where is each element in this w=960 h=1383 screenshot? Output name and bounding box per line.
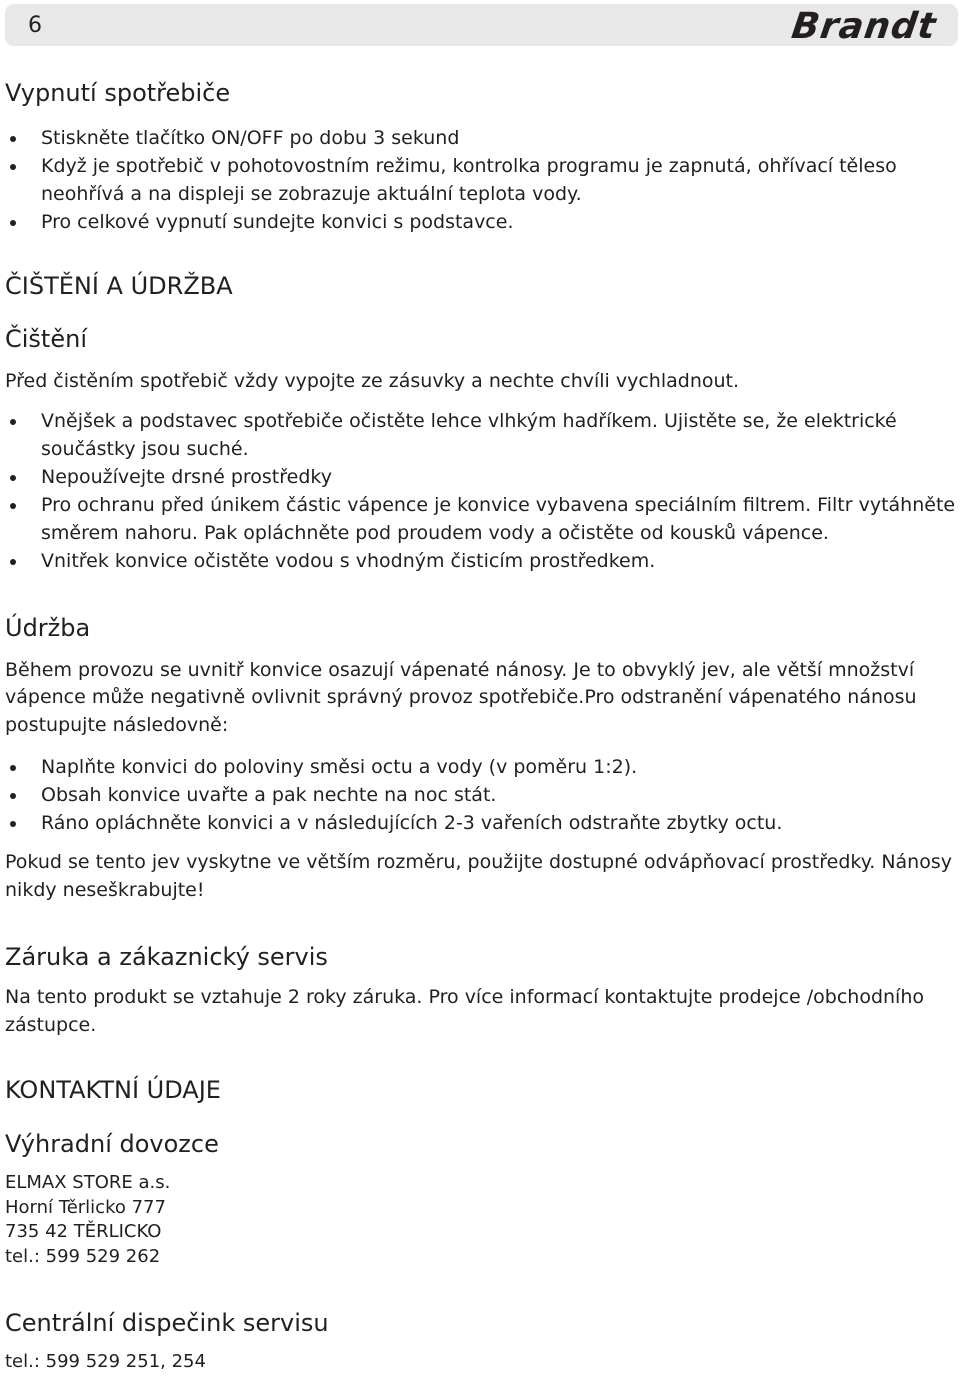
list-item: Pro ochranu před únikem částic vápence je konvice vybavena speciálním filtrem. Filtr vytáhněte směrem nahoru. Pak opláchněte pod proudem vody a očistěte od kousků vápence. — [5, 491, 960, 547]
section-title-dovozce: Výhradní dovozce — [5, 1130, 219, 1158]
list-udrzba — [5, 753, 960, 837]
list-vypnuti — [5, 124, 960, 236]
address-line: ELMAX STORE a.s. — [5, 1172, 171, 1193]
section-title-udrzba: Údržba — [5, 613, 91, 642]
list-item: Pro celkové vypnutí sundejte konvici s podstavce. — [5, 208, 960, 236]
importer-address — [5, 1171, 960, 1270]
section-title-kontakty: KONTAKTNÍ ÚDAJE — [5, 1076, 221, 1104]
address-phone: tel.: 599 529 262 — [5, 1246, 161, 1268]
address-line: Horní Těrlicko 777 — [5, 1196, 166, 1218]
section-title-servis: Centrální dispečink servisu — [5, 1308, 329, 1337]
paragraph-cisteni-intro: Před čistěním spotřebič vždy vypojte ze zásuvky a nechte chvíli vychladnout. — [5, 370, 740, 392]
list-item: Vnitřek konvice očistěte vodou s vhodným čisticím prostředkem. — [5, 547, 960, 575]
section-title-cisteni: Čištění — [5, 325, 87, 353]
list-item: Ráno opláchněte konvici a v následujících 2-3 vařeních odstraňte zbytky octu. — [5, 809, 960, 837]
brand-logo: Brandt — [789, 6, 939, 47]
list-item: Když je spotřebič v pohotovostním režimu, kontrolka programu je zapnutá, ohřívací těleso neohřívá a na displeji se zobrazuje aktuální teplota vody. — [5, 152, 960, 208]
list-item: Naplňte konvici do poloviny směsi octu a vody (v poměru 1:2). — [5, 753, 960, 781]
section-title-zaruka: Záruka a zákaznický servis — [5, 943, 328, 971]
page-number: 6 — [28, 13, 42, 38]
section-title-cisteni-udrzba: ČIŠTĚNÍ A ÚDRŽBA — [5, 272, 233, 300]
service-phone: tel.: 599 529 251, 254 — [5, 1350, 206, 1372]
paragraph-udrzba-intro: Během provozu se uvnitř konvice osazují vápenaté nánosy. Je to obvyklý jev, ale větší množství vápence může negativně ovlivnit správný provoz spotřebiče.Pro odstranění vápenatého nánosu postupujte následovně: — [5, 658, 917, 736]
list-item: Vnějšek a podstavec spotřebiče očistěte lehce vlhkým hadříkem. Ujistěte se, že elektrické součástky jsou suché. — [5, 407, 960, 463]
list-item: Stiskněte tlačítko ON/OFF po dobu 3 sekund — [5, 124, 960, 152]
service-contact — [5, 1350, 960, 1375]
paragraph-udrzba-outro: Pokud se tento jev vyskytne ve větším rozměru, použijte dostupné odvápňovací prostředky. Nánosy nikdy neseškrabujte! — [5, 851, 952, 901]
page-header — [5, 4, 958, 46]
paragraph-zaruka: Na tento produkt se vztahuje 2 roky záruka. Pro více informací kontaktujte prodejce /obchodního zástupce. — [5, 986, 924, 1036]
section-title-vypnuti: Vypnutí spotřebiče — [5, 79, 231, 107]
list-cisteni — [5, 407, 960, 575]
list-item: Nepoužívejte drsné prostředky — [5, 463, 960, 491]
list-item: Obsah konvice uvařte a pak nechte na noc stát. — [5, 781, 960, 809]
address-line: 735 42 TĚRLICKO — [5, 1221, 162, 1243]
document-content — [5, 78, 960, 1375]
